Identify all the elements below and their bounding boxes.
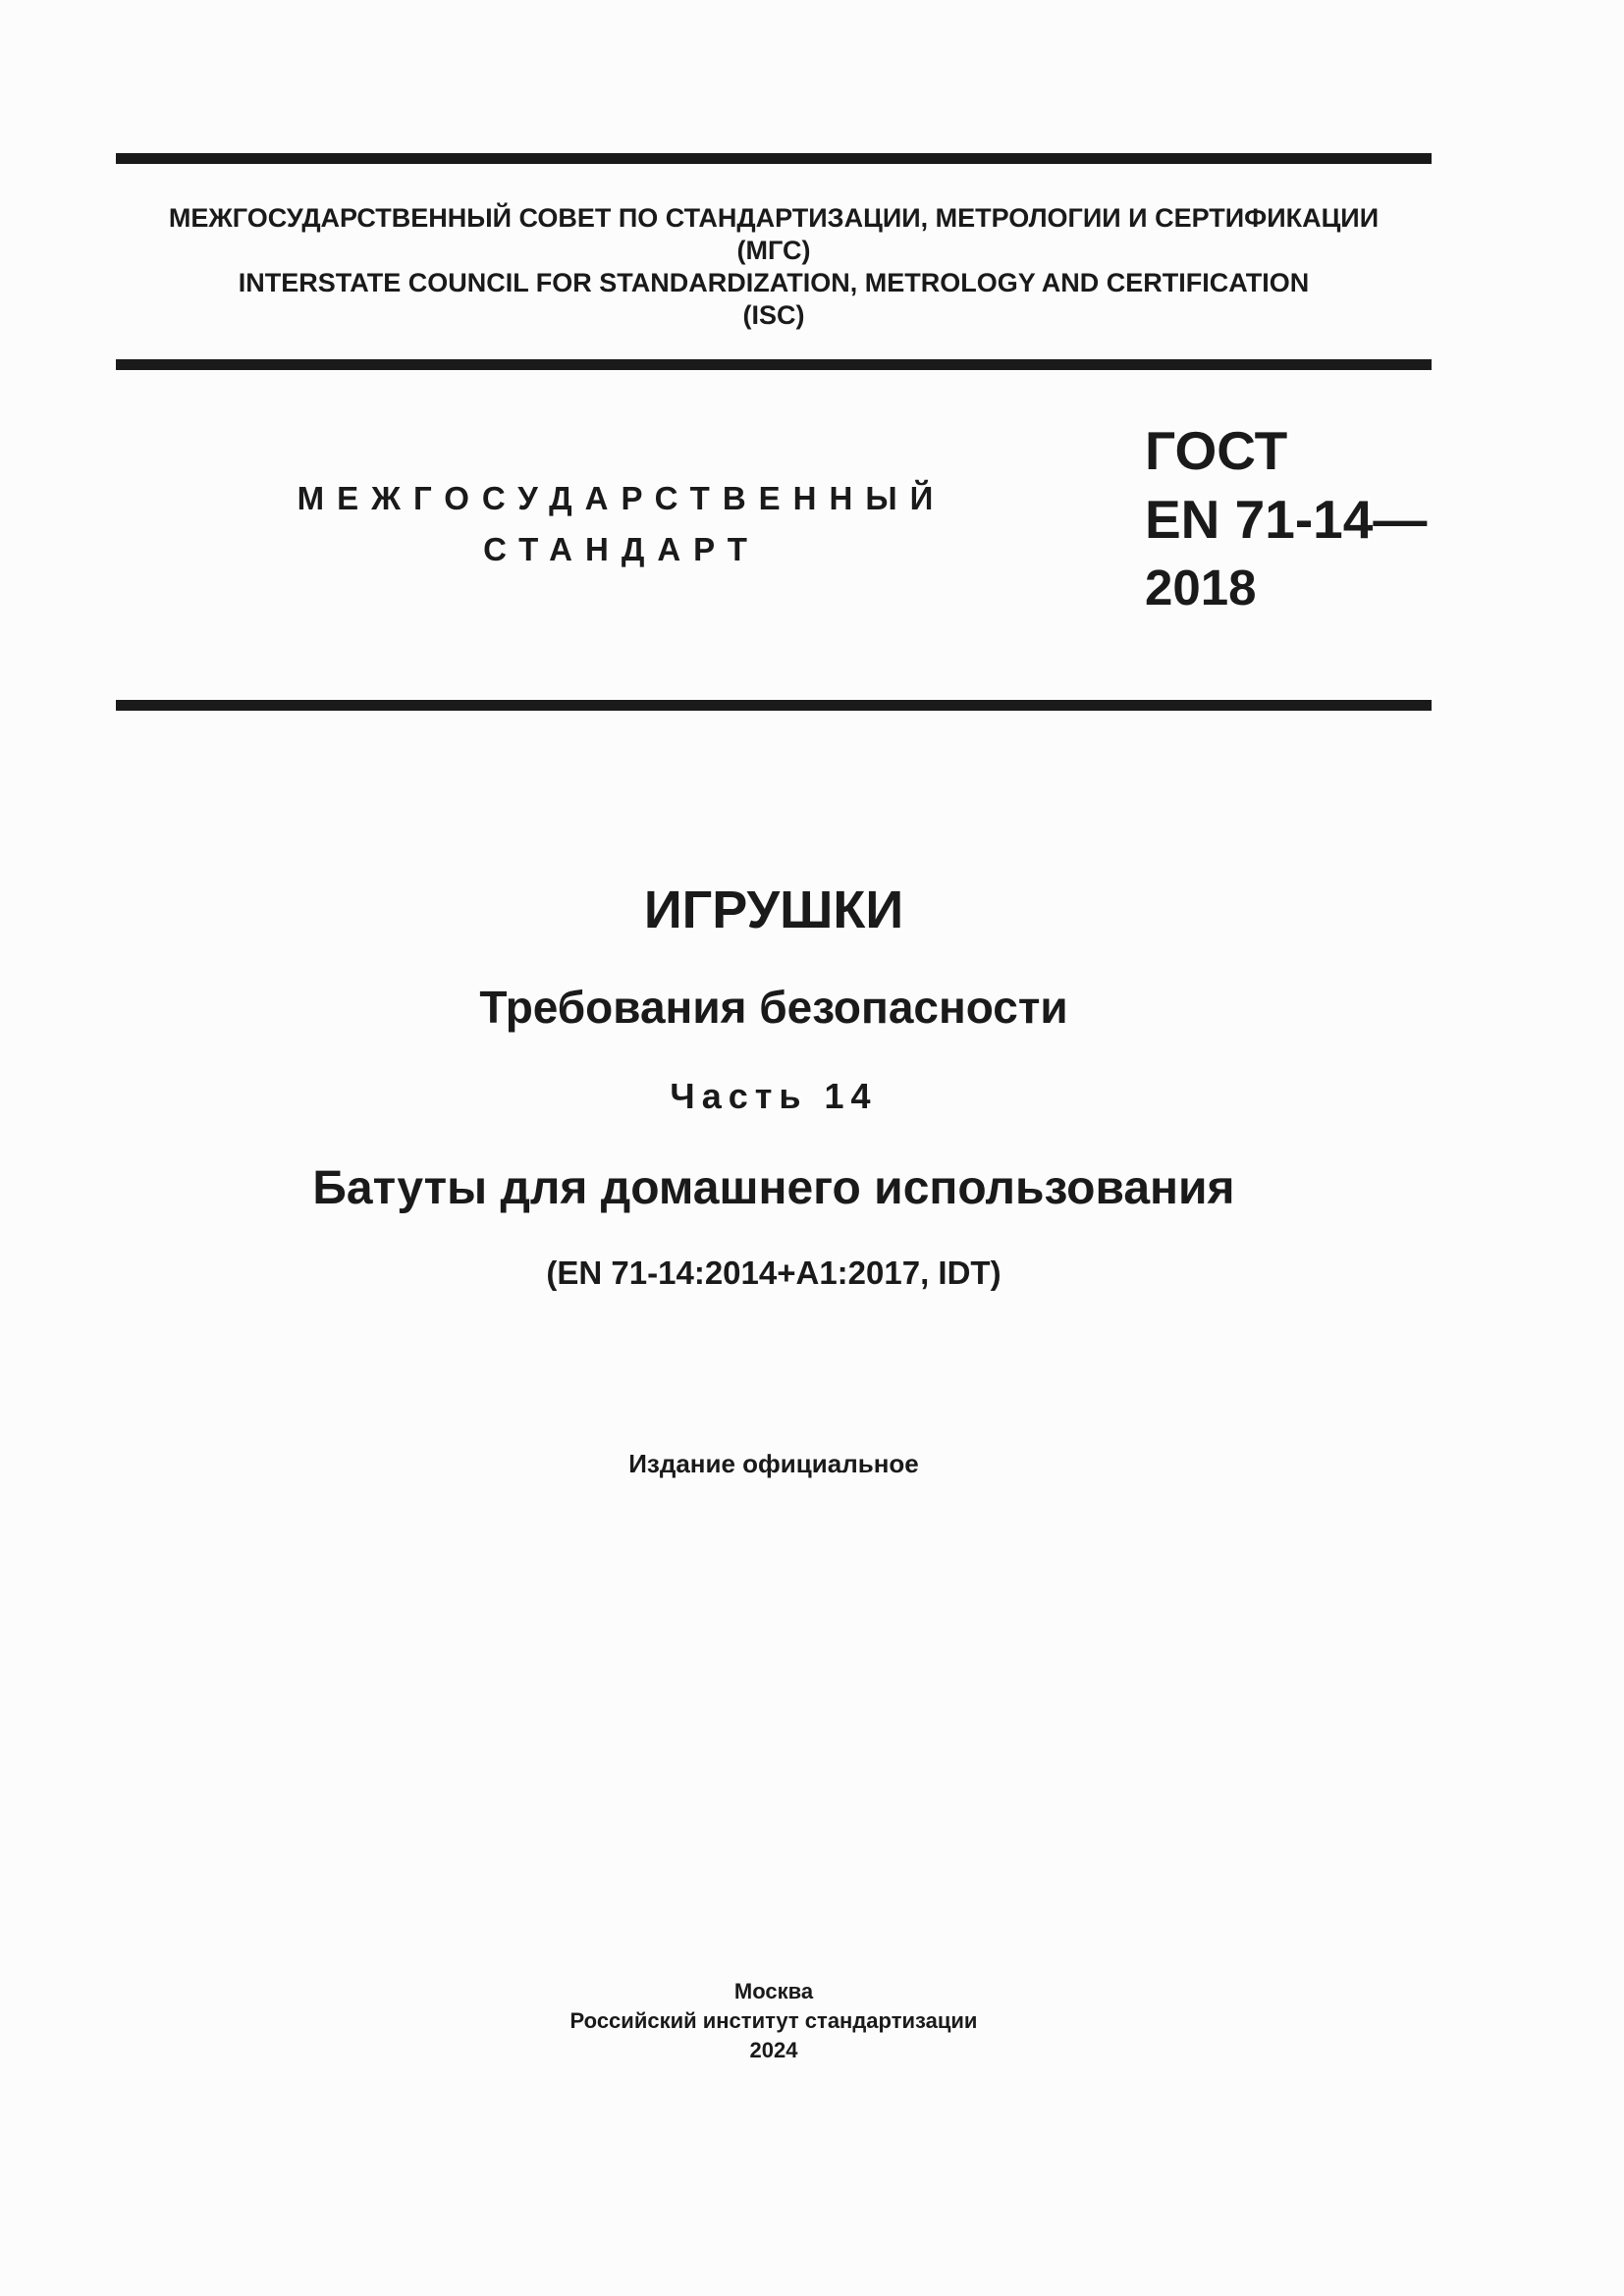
publisher-block — [116, 1977, 1432, 2065]
publisher-city: Москва — [733, 1979, 814, 2003]
bottom-rule — [116, 700, 1432, 711]
council-abbr-ru: (МГС) — [736, 236, 811, 265]
document-title: ИГРУШКИ — [643, 881, 904, 939]
publisher-institute: Российский институт стандартизации — [569, 2008, 978, 2033]
equivalence-reference: (EN 71-14:2014+A1:2017, IDT) — [546, 1255, 1001, 1291]
designation-year: 2018 — [1145, 560, 1257, 615]
standard-type-line-2: СТАНДАРТ — [483, 531, 760, 567]
standard-type-label — [295, 473, 948, 575]
designation-line-2: EN 71-14— — [1145, 489, 1428, 550]
standard-type-line-1: МЕЖГОСУДАРСТВЕННЫЙ — [297, 480, 947, 516]
council-name-ru: МЕЖГОСУДАРСТВЕННЫЙ СОВЕТ ПО СТАНДАРТИЗАЦИИ, МЕТРОЛОГИИ И СЕРТИФИКАЦИИ — [168, 203, 1380, 233]
document-part: Часть 14 — [670, 1076, 878, 1116]
council-header — [116, 202, 1432, 332]
council-abbr-en: (ISC) — [742, 300, 805, 330]
edition-note: Издание официальное — [628, 1449, 919, 1478]
publication-year: 2024 — [749, 2038, 798, 2062]
designation-line-1: ГОСТ — [1145, 420, 1288, 481]
document-subtitle: Требования безопасности — [479, 982, 1068, 1033]
document-subject: Батуты для домашнего использования — [312, 1162, 1235, 1214]
standard-designation — [1145, 416, 1427, 622]
middle-rule — [116, 359, 1432, 370]
top-rule — [116, 153, 1432, 164]
council-name-en: INTERSTATE COUNCIL FOR STANDARDIZATION, METROLOGY AND CERTIFICATION — [238, 268, 1310, 297]
